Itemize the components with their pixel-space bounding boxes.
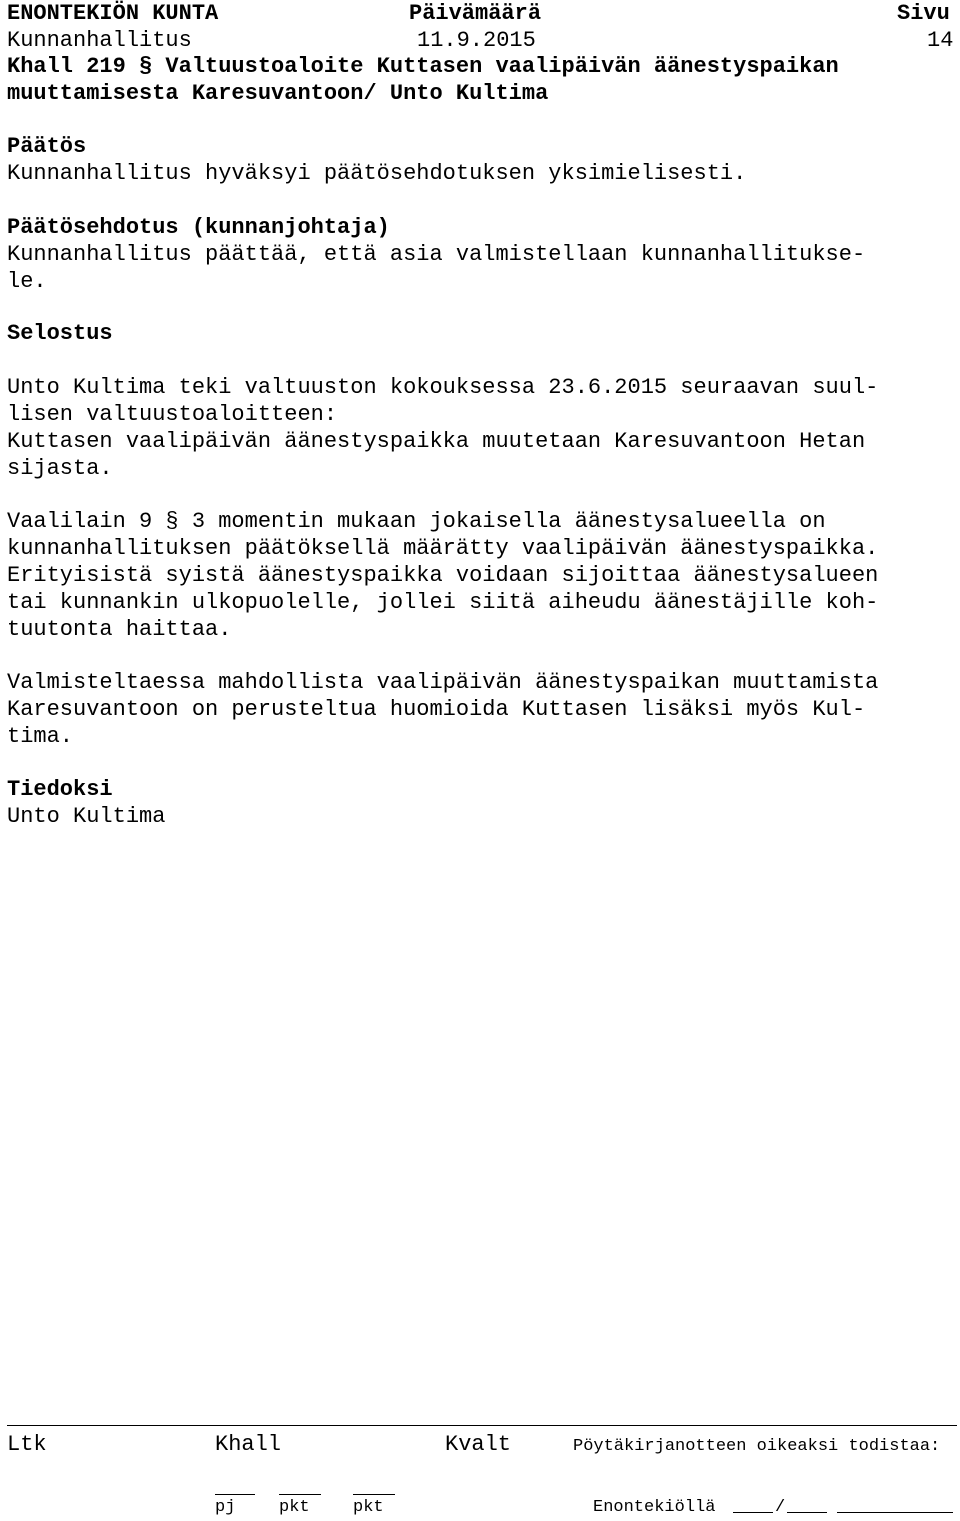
document-page	[7, 0, 957, 1519]
footer-pkt: pkt	[353, 1498, 384, 1517]
paragraph-line: Unto Kultima teki valtuuston kokouksessa 23.6.2015 seuraavan suul-	[7, 375, 879, 400]
paragraph-line: Vaalilain 9 § 3 momentin mukaan jokaisella äänestysalueella on	[7, 509, 826, 534]
footer-khall: Khall	[215, 1432, 282, 1457]
signature-line	[787, 1494, 827, 1513]
decision-heading: Päätös	[7, 134, 87, 159]
signature-line	[353, 1476, 395, 1495]
proposal-text-line: le.	[7, 269, 47, 294]
document-header	[7, 0, 957, 54]
item-title	[7, 53, 955, 107]
explanation-paragraph-2	[7, 508, 955, 643]
paragraph-line: Kuttasen vaalipäivän äänestyspaikka muutetaan Karesuvantoon Hetan	[7, 429, 866, 454]
footer-certify-label: Pöytäkirjanotteen oikeaksi todistaa:	[573, 1437, 941, 1456]
footer-pj: pj	[215, 1498, 236, 1517]
footer-ltk: Ltk	[7, 1432, 47, 1457]
explanation-heading-block	[7, 320, 955, 347]
explanation-heading: Selostus	[7, 321, 113, 346]
paragraph-line: kunnanhallituksen päätöksellä määrätty vaalipäivän äänestyspaikka.	[7, 536, 879, 561]
paragraph-line: tai kunnankin ulkopuolelle, jollei siitä aiheudu äänestäjille koh-	[7, 590, 879, 615]
explanation-paragraph-1	[7, 374, 955, 482]
proposal-section	[7, 214, 955, 295]
page-number: 14	[927, 28, 954, 53]
footer-place: Enontekiöllä	[593, 1498, 716, 1517]
explanation-paragraph-3	[7, 669, 955, 750]
paragraph-line: sijasta.	[7, 456, 113, 481]
info-heading: Tiedoksi	[7, 777, 113, 802]
decision-section	[7, 133, 955, 187]
proposal-heading: Päätösehdotus (kunnanjohtaja)	[7, 215, 390, 240]
info-section	[7, 776, 955, 830]
meeting-body: Kunnanhallitus	[7, 28, 192, 53]
info-recipient: Unto Kultima	[7, 804, 166, 829]
footer-pkt: pkt	[279, 1498, 310, 1517]
meeting-date: 11.9.2015	[417, 28, 536, 53]
item-title-line: Khall 219 § Valtuustoaloite Kuttasen vaalipäivän äänestyspaikan	[7, 54, 839, 79]
signature-line	[837, 1494, 953, 1513]
signature-line	[215, 1476, 255, 1495]
paragraph-line: Karesuvantoon on perusteltua huomioida Kuttasen lisäksi myös Kul-	[7, 697, 866, 722]
paragraph-line: lisen valtuustoaloitteen:	[7, 402, 338, 427]
paragraph-line: Valmisteltaessa mahdollista vaalipäivän äänestyspaikan muuttamista	[7, 670, 879, 695]
decision-text: Kunnanhallitus hyväksyi päätösehdotuksen yksimielisesti.	[7, 161, 747, 186]
date-label: Päivämäärä	[409, 1, 542, 26]
paragraph-line: tima.	[7, 724, 74, 749]
footer-kvalt: Kvalt	[445, 1432, 512, 1457]
municipality-name: ENONTEKIÖN KUNTA	[7, 1, 219, 26]
footer-divider	[7, 1425, 957, 1426]
paragraph-line: tuutonta haittaa.	[7, 617, 232, 642]
item-title-line: muuttamisesta Karesuvantoon/ Unto Kultima	[7, 81, 549, 106]
signature-line	[279, 1476, 321, 1495]
paragraph-line: Erityisistä syistä äänestyspaikka voidaan sijoittaa äänestysalueen	[7, 563, 879, 588]
page-label: Sivu	[897, 1, 950, 26]
footer-date-slash: /	[775, 1498, 786, 1517]
signature-line	[733, 1494, 773, 1513]
proposal-text-line: Kunnanhallitus päättää, että asia valmistellaan kunnanhallitukse-	[7, 242, 866, 267]
